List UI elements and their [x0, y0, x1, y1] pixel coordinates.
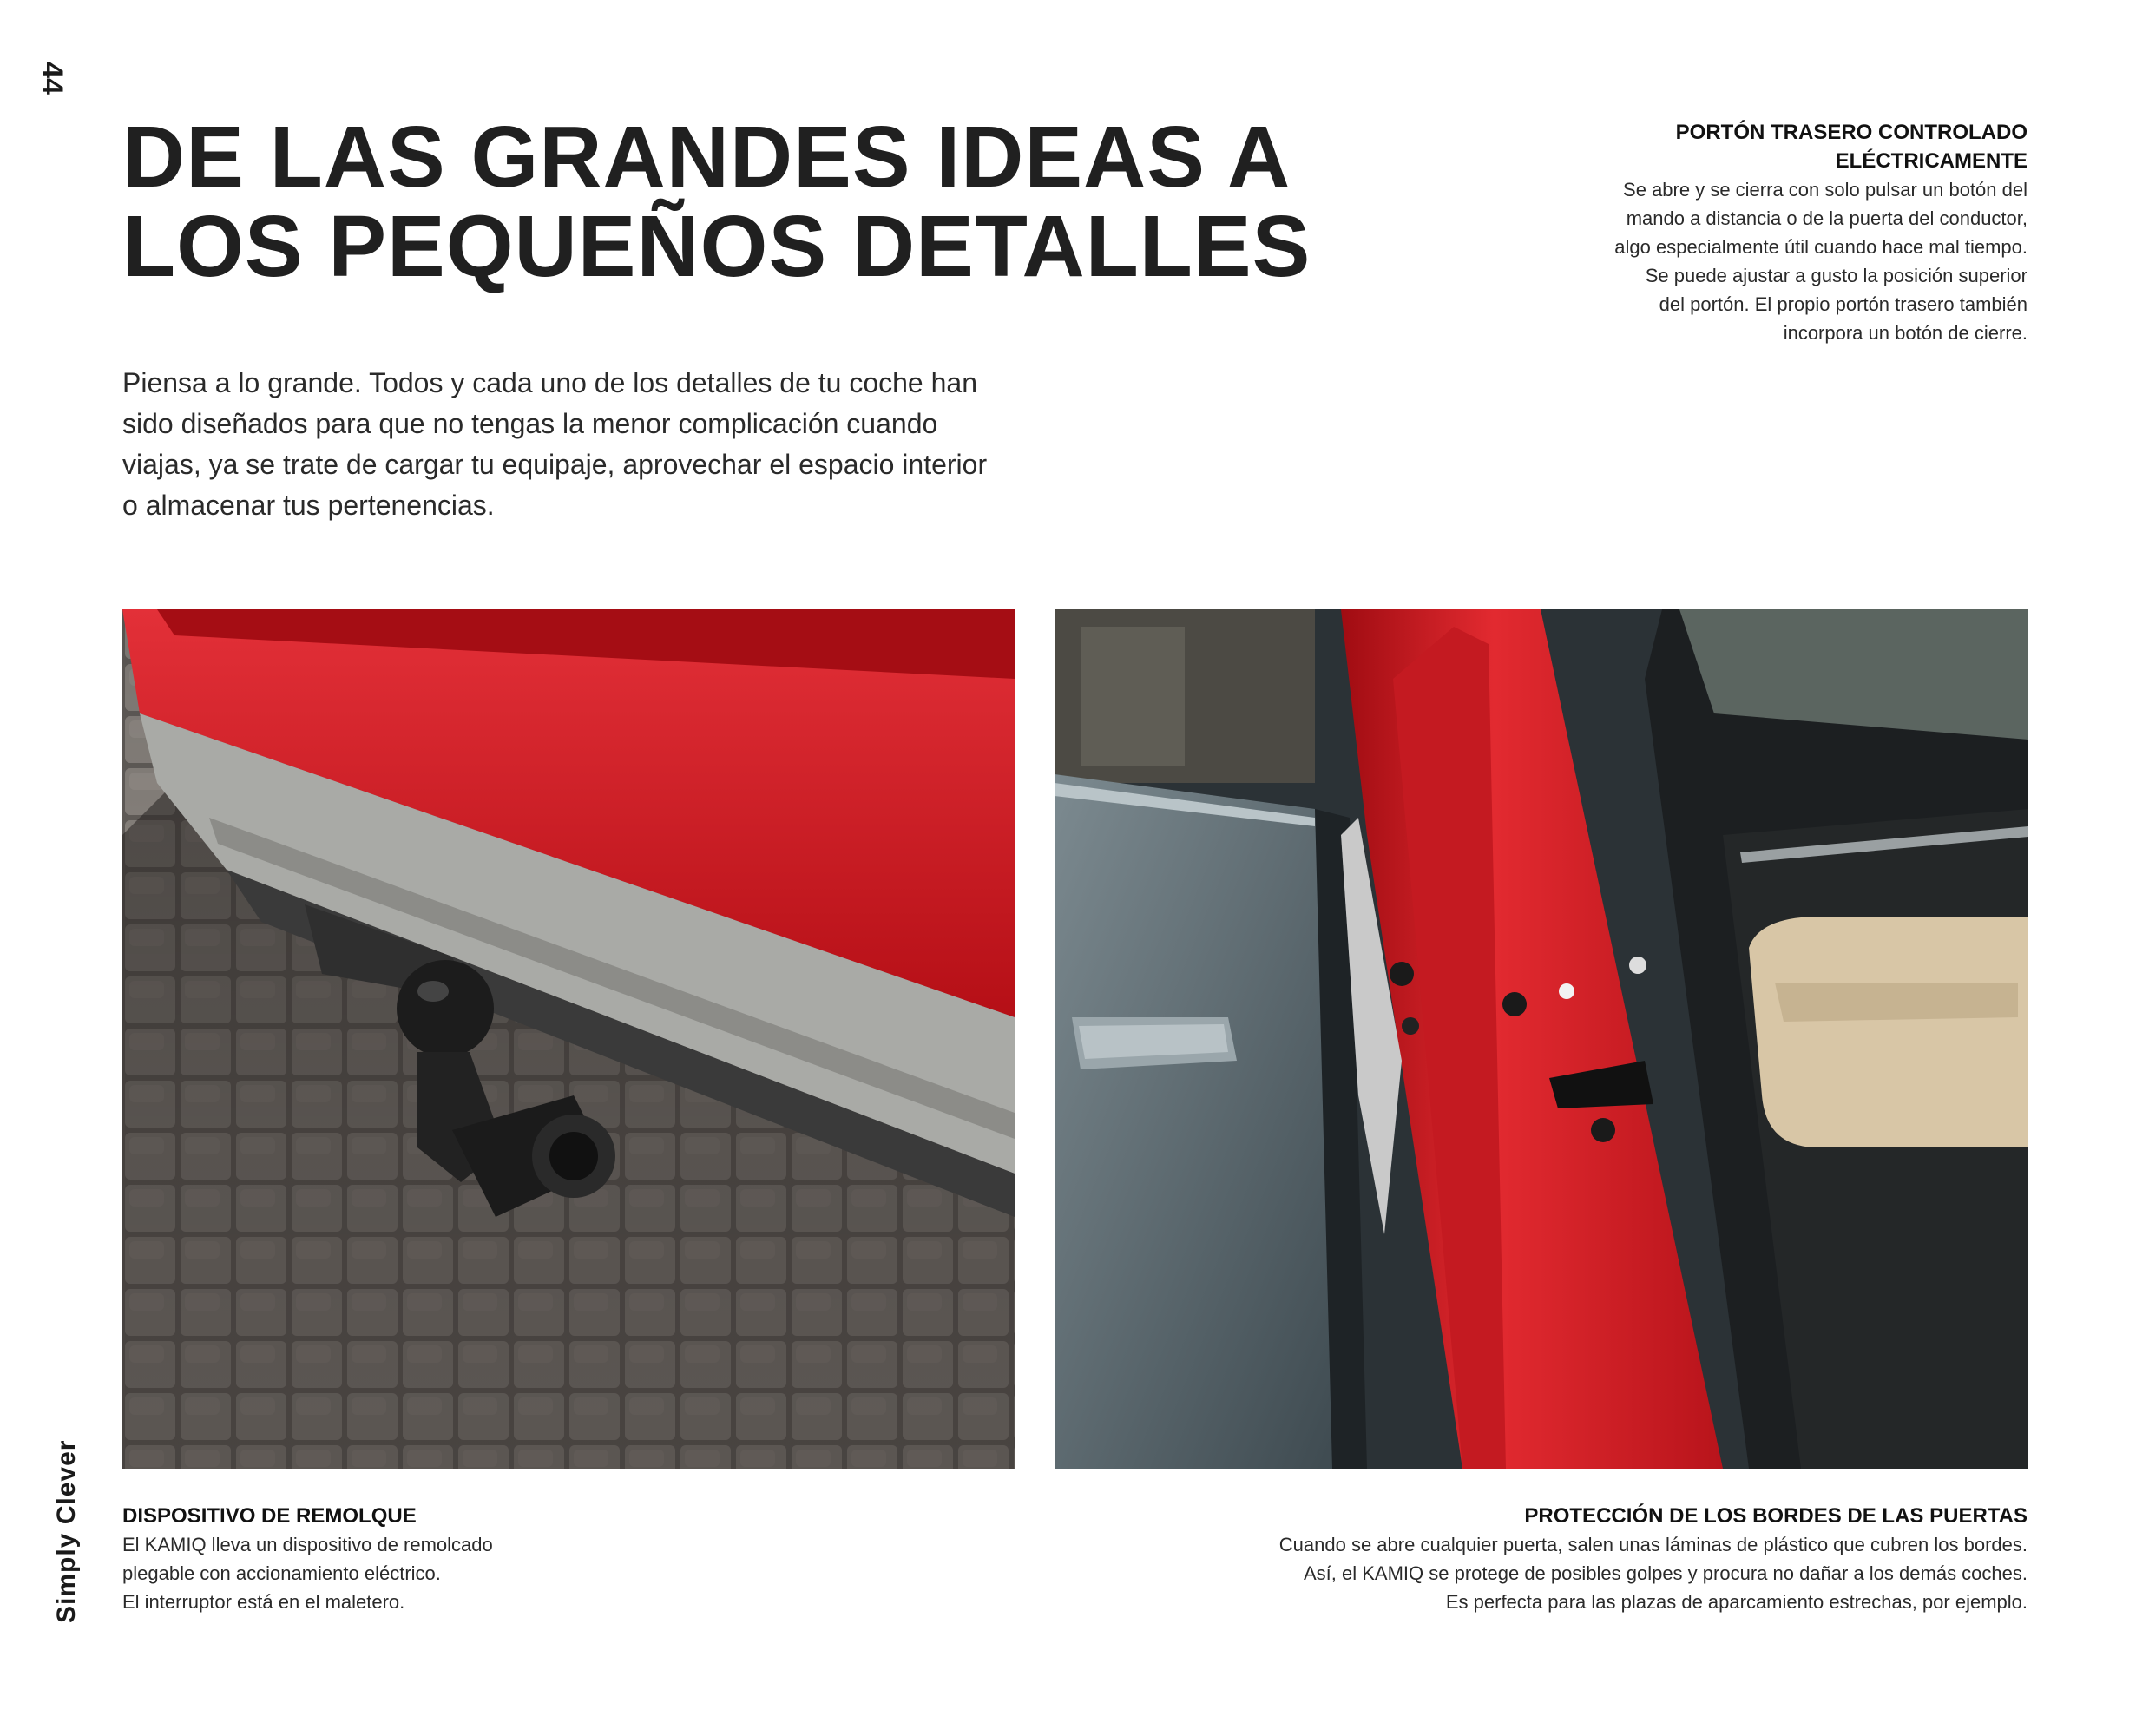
feature-tow-bar	[122, 1502, 608, 1616]
feature-text-line: Cuando se abre cualquier puerta, salen unas láminas de plástico que cubren los bordes.	[1278, 1534, 2027, 1555]
feature-title: DISPOSITIVO DE REMOLQUE	[122, 1504, 417, 1528]
feature-door-edge	[1160, 1502, 2027, 1616]
tow-bar-photo	[122, 609, 1015, 1469]
intro-line: o almacenar tus pertenencias.	[122, 490, 495, 521]
feature-text-line: Es perfecta para las plazas de aparcamiento estrechas, por ejemplo.	[1445, 1591, 2027, 1613]
intro-paragraph	[122, 363, 1060, 526]
page-title	[122, 108, 1337, 295]
feature-text-line: Se abre y se cierra con solo pulsar un botón del	[1623, 179, 2027, 201]
feature-text-line: plegable con accionamiento eléctrico.	[122, 1562, 441, 1584]
feature-title: PROTECCIÓN DE LOS BORDES DE LAS PUERTAS	[1524, 1504, 2027, 1528]
feature-text-line: algo especialmente útil cuando hace mal tiempo.	[1614, 236, 2027, 258]
page-number: 44	[36, 62, 69, 95]
feature-title	[1507, 118, 2027, 175]
feature-text-line: del portón. El propio portón trasero también	[1659, 293, 2027, 315]
feature-title-line: PORTÓN TRASERO CONTROLADO	[1675, 121, 2027, 144]
intro-line: sido diseñados para que no tengas la menor complicación cuando	[122, 408, 938, 439]
feature-text-line: Así, el KAMIQ se protege de posibles golpes y procura no dañar a los demás coches.	[1303, 1562, 2027, 1584]
page-title-line: LOS PEQUEÑOS DETALLES	[122, 198, 1311, 295]
feature-text-line: Se puede ajustar a gusto la posición superior	[1645, 265, 2027, 286]
feature-text-line: incorpora un botón de cierre.	[1783, 322, 2027, 344]
page-title-line: DE LAS GRANDES IDEAS A	[122, 108, 1291, 206]
feature-tailgate	[1507, 118, 2027, 347]
intro-line: viajas, ya se trate de cargar tu equipaje, aprovechar el espacio interior	[122, 449, 988, 480]
feature-text-line: mando a distancia o de la puerta del conductor,	[1626, 207, 2027, 229]
intro-line: Piensa a lo grande. Todos y cada uno de los detalles de tu coche han	[122, 367, 977, 398]
feature-text-line: El KAMIQ lleva un dispositivo de remolcado	[122, 1534, 493, 1555]
section-label: Simply Clever	[52, 1439, 81, 1623]
feature-text-line: El interruptor está en el maletero.	[122, 1591, 405, 1613]
feature-title-line: ELÉCTRICAMENTE	[1835, 149, 2027, 173]
door-edge-photo	[1055, 609, 2028, 1469]
